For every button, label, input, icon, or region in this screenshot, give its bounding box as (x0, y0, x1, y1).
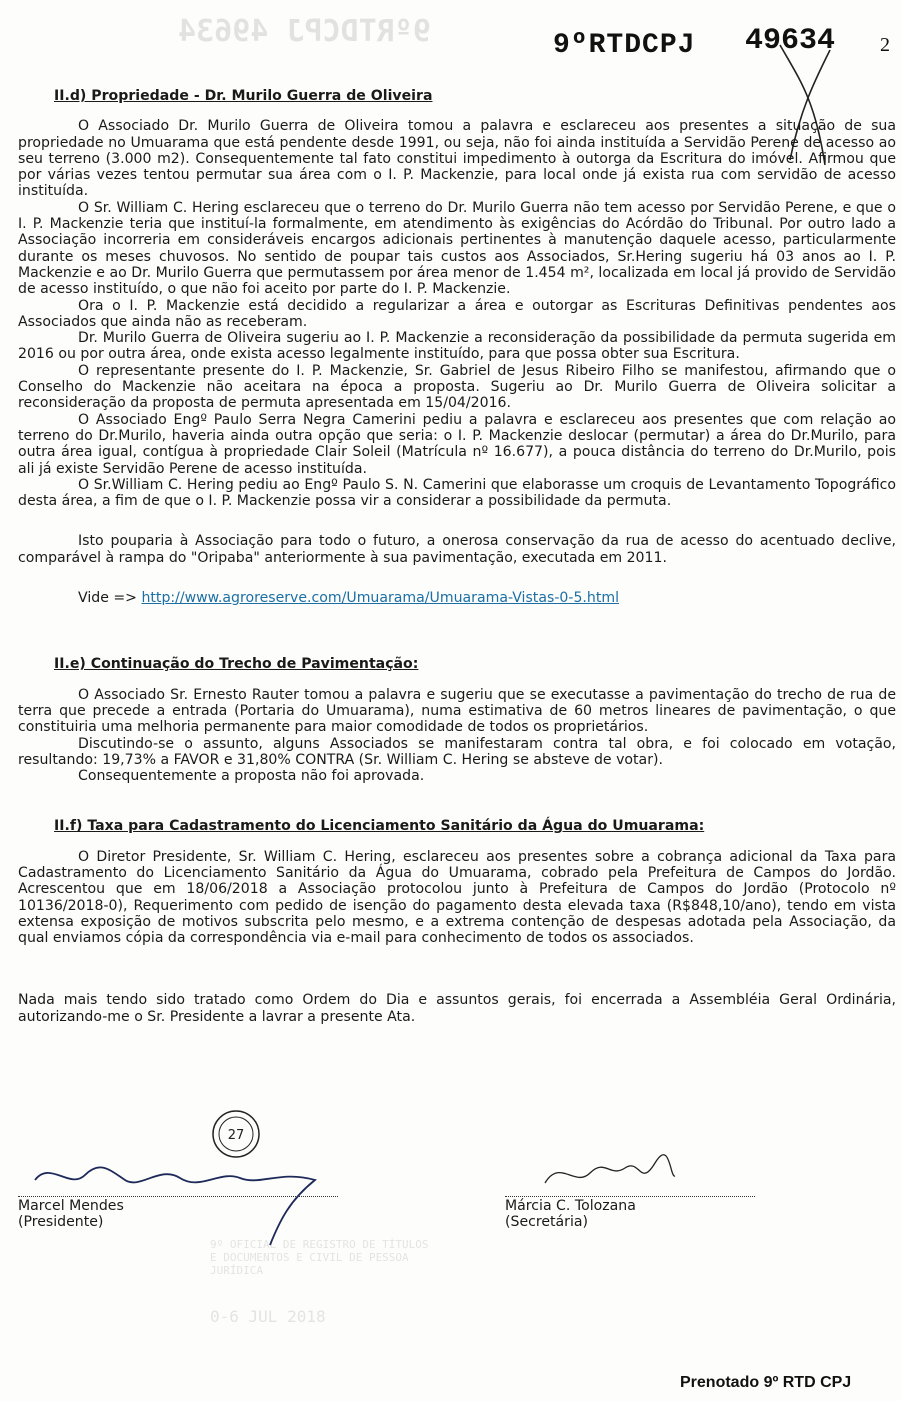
vide-link[interactable]: http://www.agroreserve.com/Umuarama/Umuarama-Vistas-0-5.html (141, 590, 620, 607)
faint-stamp-date: 0-6 JUL 2018 (210, 1307, 326, 1326)
faint-stamp-line: 9º OFICIAL DE REGISTRO DE TÍTULOS (210, 1238, 429, 1251)
faint-registry-stamp (210, 1238, 460, 1368)
paragraph: Dr. Murilo Guerra de Oliveira sugeriu ao I. P. Mackenzie a reconsideração da possibilidade da permuta sugerida em 2016 ou por outra área, onde exista acesso legalmente instituído, para que possa obter sua Escritura. (18, 330, 896, 363)
section-f-title: II.f) Taxa para Cadastramento do Licenciamento Sanitário da Água do Umuarama: (54, 818, 705, 835)
paragraph: O representante presente do I. P. Mackenzie, Sr. Gabriel de Jesus Ribeiro Filho se manifestou, afirmando que o Conselho do Mackenzie não aceitara na época a proposta. Sugeriu ao Dr. Murilo Guerra de Oliveira solicitar a reconsideração da proposta de permuta apresentada em 15/04/2016. (18, 362, 896, 412)
paragraph: Isto pouparia à Associação para todo o futuro, a onerosa conservação da rua de acesso do acentuado declive, comparável à rampa do "Oripaba" anteriormente à sua pavimentação, executada em 2011. (18, 533, 896, 566)
paragraph: O Associado Sr. Ernesto Rauter tomou a palavra e sugeriu que se executasse a pavimentação do trecho de rua de terra que precede a entrada (Portaria do Umuarama), numa estimativa de 60 metros lineares de pavimentação, o que constituiria uma melhoria permanente para maior comodidade de todos os proprietários. (18, 686, 896, 736)
registry-stamp: 9ºRTDCPJ (553, 30, 696, 61)
faint-stamp-line: E DOCUMENTOS E CIVIL DE PESSOA (210, 1251, 409, 1264)
paragraph: O Associado Dr. Murilo Guerra de Oliveira tomou a palavra e esclareceu aos presentes a situação de sua propriedade no Umuarama que está pendente desde 1991, ou seja, não foi ainda instituída a Servidão Perene de acesso ao seu terreno (3.000 m2). Consequentemente tal fato constitui impedimento à outorga da Escritura do imóvel. Afirmou que por várias vezes tentou permutar sua área com o I. P. Mackenzie, para local onde já exista rua com servidão de acesso instituída. (18, 118, 896, 200)
paragraph: O Diretor Presidente, Sr. William C. Hering, esclareceu aos presentes sobre a cobrança adicional da Taxa para Cadastramento do Licenciamento Sanitário da Água do Umuarama, cobrado pela Prefeitura de Campos do Jordão. Acrescentou que em 18/06/2018 a Associação protocolou junto à Prefeitura de Campos do Jordão (Protocolo nº 10136/2018-0), Requerimento com pedido de isenção do pagamento desta elevada taxa (R$848,10/ano), tendo em vista extensa exposição de motivos subscrita pelo mesmo, e a extrema contenção de despesas adotada pela Associação, da qual enviamos cópia da correspondência via e-mail para conhecimento de todos os associados. (18, 848, 896, 947)
secretary-signature-icon (540, 1148, 680, 1198)
seal-text: 27 (227, 1128, 245, 1143)
paragraph: O Sr. William C. Hering esclareceu que o terreno do Dr. Murilo Guerra não tem acesso por Servidão Perene, e que o I. P. Mackenzie teria que instituí-la formalmente, em atendimento às exigências do Acórdão do Tribunal. Por outro lado a Associação incorreria em consideráveis encargos adicionais pertinentes à manutenção daquele acesso, particularmente durante os meses chuvosos. No sentido de poupar tais custos aos Associados, Sr.Hering sugeriu há 03 anos ao I. P. Mackenzie e ao Dr. Murilo Guerra que permutassem por área menor de 1.454 m², localizada em local já provido de Servidão de acesso instituído, o que não foi aceito por parte do I. P. Mackenzie. (18, 199, 896, 298)
ghost-stamp-bleedthrough (178, 14, 518, 50)
president-role: (Presidente) (18, 1214, 104, 1231)
paragraph: Discutindo-se o assunto, alguns Associados se manifestaram contra tal obra, e foi colocado em votação, resultando: 19,73% a FAVOR e 31,80% CONTRA (Sr. William C. Hering se absteve de votar). (18, 735, 896, 768)
paragraph: Consequentemente a proposta não foi aprovada. (78, 768, 425, 785)
secretary-name: Márcia C. Tolozana (505, 1198, 636, 1214)
secretary-signature-block (505, 1198, 636, 1231)
section-d-title: II.d) Propriedade - Dr. Murilo Guerra de Oliveira (54, 88, 433, 104)
closing-paragraph: Nada mais tendo sido tratado como Ordem do Dia e assuntos gerais, foi encerrada a Assembléia Geral Ordinária, autorizando-me o Sr. Presidente a lavrar a presente Ata. (18, 992, 896, 1025)
president-name: Marcel Mendes (18, 1198, 124, 1214)
vide-label: Vide => (78, 590, 137, 607)
paragraph: O Associado Engº Paulo Serra Negra Camerini pediu a palavra e esclareceu aos presentes que com relação ao terreno do Dr.Murilo, haveria ainda outra opção que seria: o I. P. Mackenzie deslocar (permutar) a área do Dr.Murilo, para outra área igual, contígua à propriedade Clair Soleil (Matrícula nº 16.677), a pouca distância do terreno do Dr.Murilo, pois ali já existe Servidão Perene de acesso instituída. (18, 411, 896, 477)
ghost-stamp-text: 9ºRTDCPJ 49634 (178, 14, 431, 49)
faint-stamp-line: JURÍDICA (210, 1264, 263, 1277)
paragraph: O Sr.William C. Hering pediu ao Engº Paulo S. N. Camerini que elaborasse um croquis de Levantamento Topográfico desta área, a fim de que o I. P. Mackenzie possa vir a considerar a possibilidade da permuta. (18, 476, 896, 510)
document-body (18, 88, 896, 1025)
registry-number: 49634 (745, 24, 836, 58)
vide-line (78, 590, 896, 606)
footer-stamp: Prenotado 9º RTD CPJ (680, 1374, 852, 1391)
section-e-title: II.e) Continuação do Trecho de Pavimentação: (54, 656, 419, 673)
section-d-paragraphs (18, 118, 896, 509)
president-signature-block (18, 1198, 124, 1231)
page-number: 2 (880, 34, 890, 56)
secretary-role: (Secretária) (505, 1214, 589, 1231)
paragraph: Ora o I. P. Mackenzie está decidido a regularizar a área e outorgar as Escrituras Definitivas pendentes aos Associados que ainda não as receberam. (18, 297, 896, 330)
